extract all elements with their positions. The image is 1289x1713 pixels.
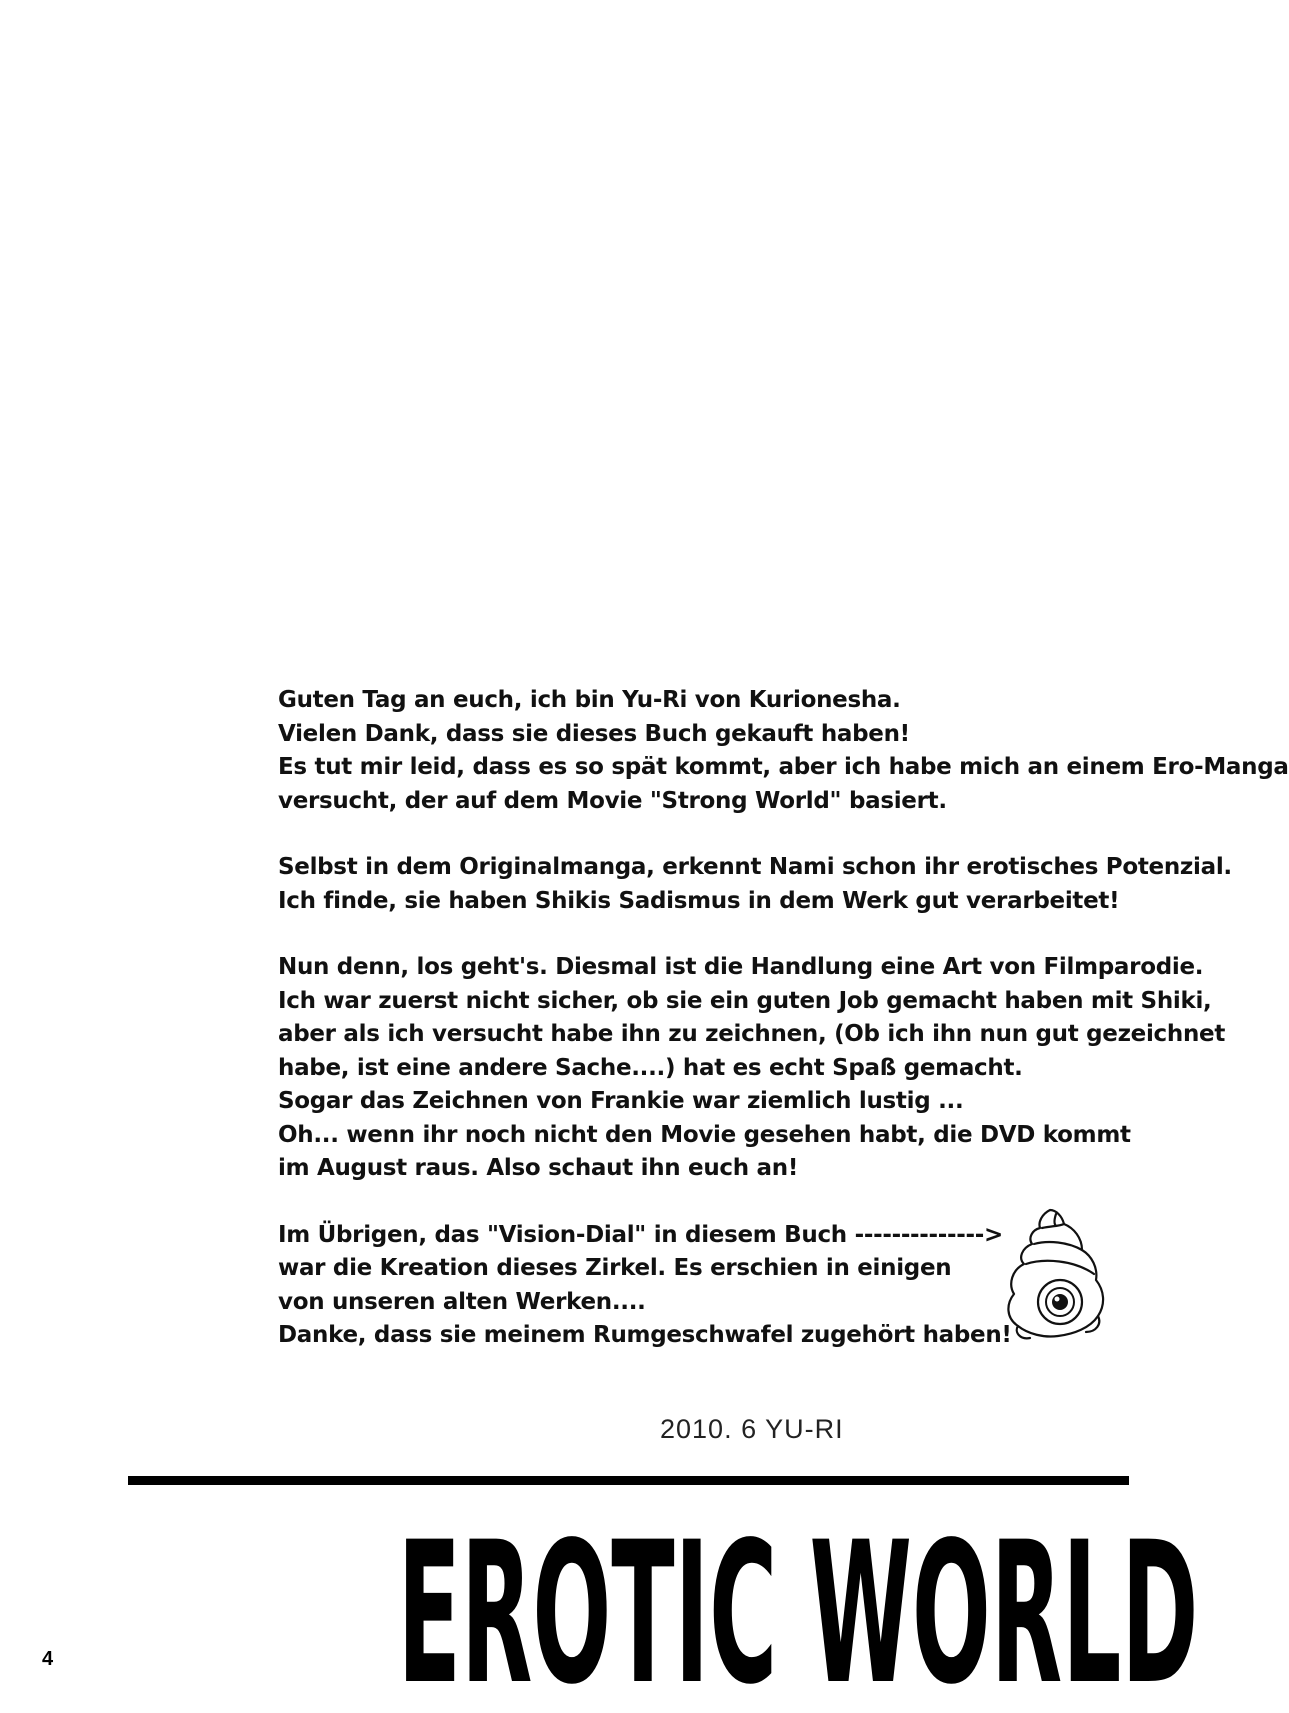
signature-date: 2010. 6 YU-RI: [660, 1414, 844, 1444]
afterword-line: Oh... wenn ihr noch nicht den Movie gesehen habt, die DVD kommt: [278, 1121, 1131, 1148]
afterword-line: Ich finde, sie haben Shikis Sadismus in dem Werk gut verarbeitet!: [278, 887, 1120, 914]
vision-dial-illustration: [998, 1204, 1108, 1344]
afterword-line: Es tut mir leid, dass es so spät kommt, aber ich habe mich an einem Ero-Manga: [278, 754, 1289, 780]
afterword-line: war die Kreation dieses Zirkel. Es erschien in einigen: [278, 1255, 952, 1281]
afterword-line: Ich war zuerst nicht sicher, ob sie ein guten Job gemacht haben mit Shiki,: [278, 987, 1212, 1014]
title-logo: [397, 1498, 1199, 1713]
paragraph-gap: [278, 1186, 1038, 1219]
afterword-line: Selbst in dem Originalmanga, erkennt Nami schon ihr erotisches Potenzial.: [278, 854, 1232, 880]
afterword-line: Im Übrigen, das "Vision-Dial" in diesem Buch -------------->: [278, 1221, 1003, 1248]
afterword-text: [278, 684, 1289, 1353]
paragraph-gap: [278, 918, 1038, 951]
afterword-line: Sogar das Zeichnen von Frankie war ziemlich lustig ...: [278, 1088, 964, 1114]
afterword-line: Guten Tag an euch, ich bin Yu-Ri von Kurionesha.: [278, 687, 901, 713]
afterword-line: aber als ich versucht habe ihn zu zeichnen, (Ob ich ihn nun gut gezeichnet: [278, 1021, 1226, 1047]
divider-rule: [128, 1476, 1129, 1485]
afterword-line: versucht, der auf dem Movie "Strong World" basiert.: [278, 787, 947, 814]
paragraph-gap: [278, 818, 1038, 851]
afterword-line: von unseren alten Werken....: [278, 1288, 646, 1315]
afterword-line: im August raus. Also schaut ihn euch an!: [278, 1155, 799, 1181]
page-number: 4: [42, 1648, 54, 1670]
title-text: EROTIC WORLD: [397, 1500, 1199, 1713]
afterword-line: habe, ist eine andere Sache....) hat es echt Spaß gemacht.: [278, 1054, 1023, 1081]
afterword-line: Danke, dass sie meinem Rumgeschwafel zugehört haben!: [278, 1322, 1012, 1348]
afterword-line: Vielen Dank, dass sie dieses Buch gekauft haben!: [278, 720, 910, 747]
afterword-line: Nun denn, los geht's. Diesmal ist die Handlung eine Art von Filmparodie.: [278, 954, 1204, 980]
